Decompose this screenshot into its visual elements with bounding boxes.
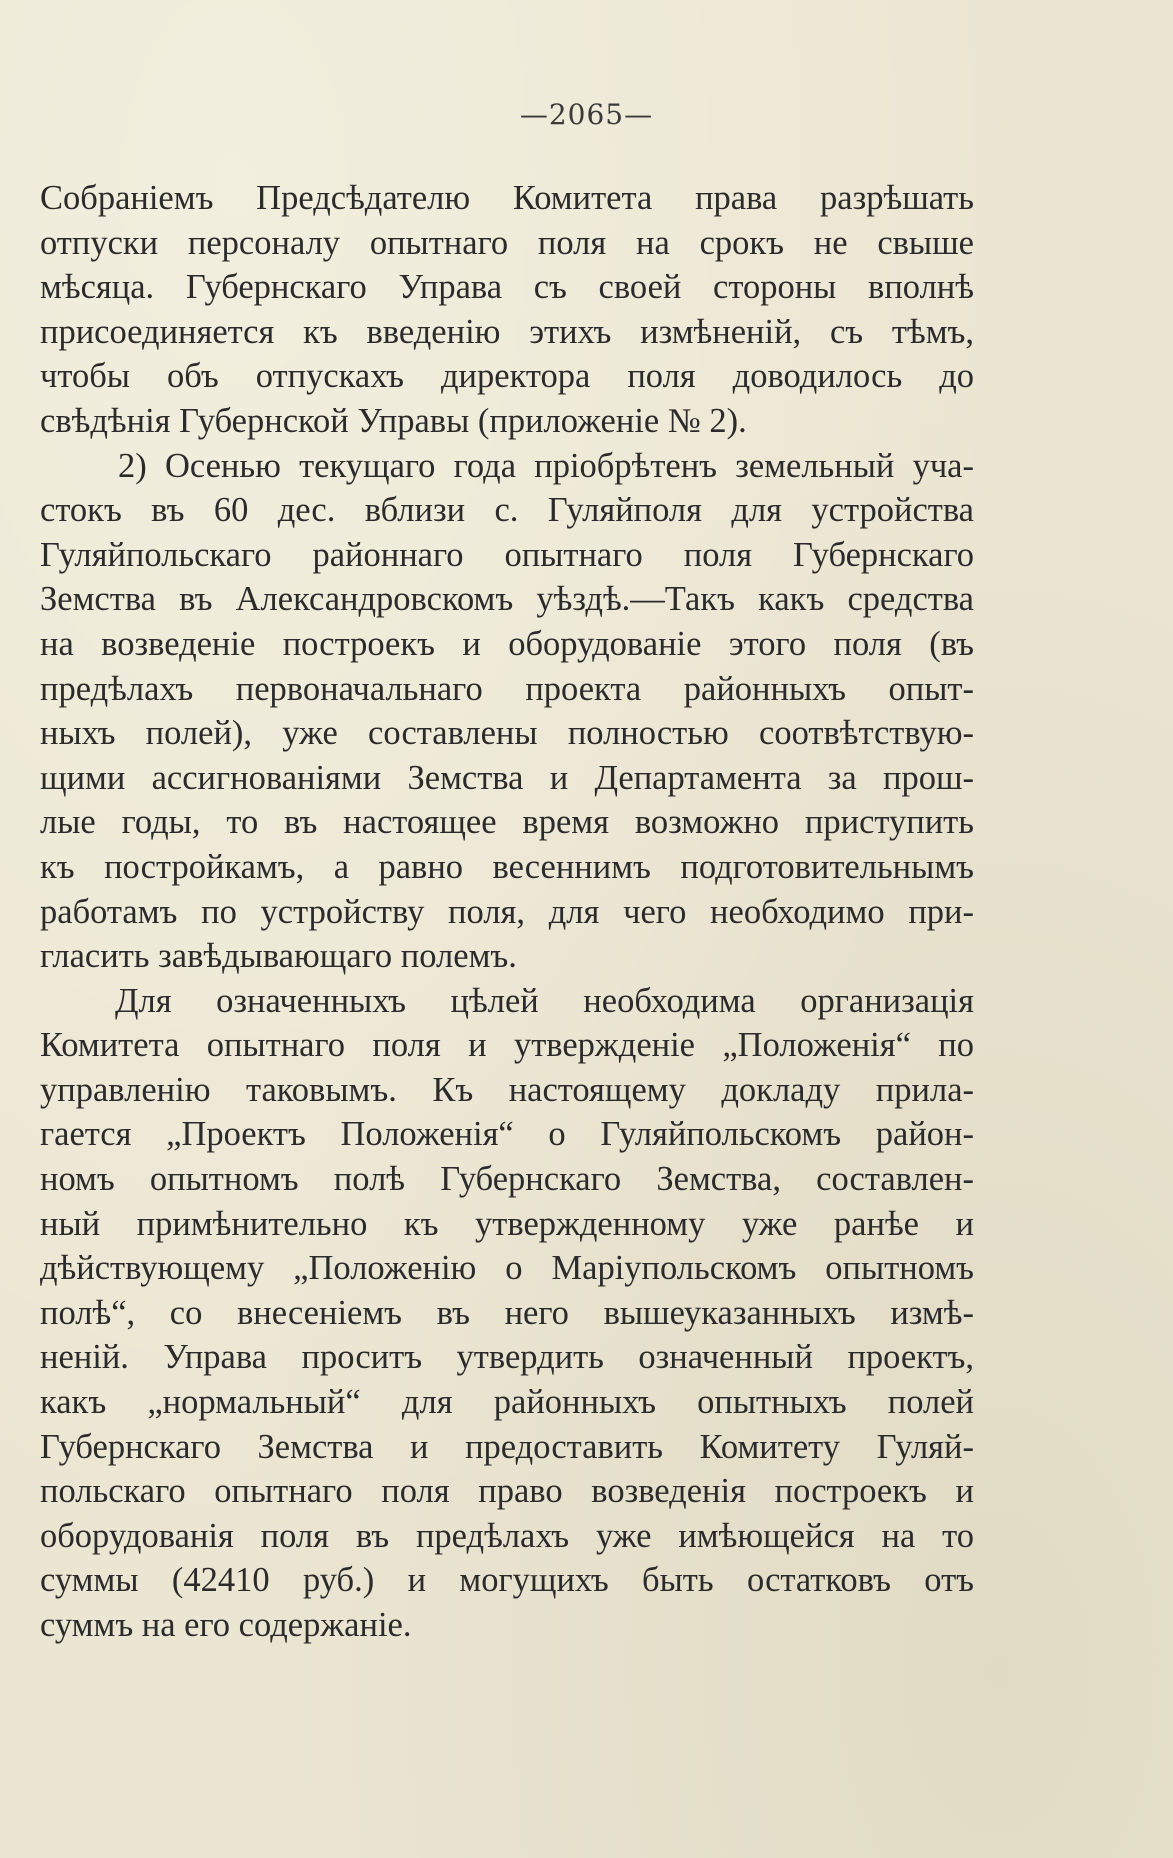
body-text: [40, 176, 974, 1648]
text-line: отпуски персоналу опытнаго поля на срокъ не свыше: [40, 223, 974, 262]
text-line: номъ опытномъ полѣ Губернскаго Земства, составлен-: [40, 1160, 974, 1199]
text-line: оборудованія поля въ предѣлахъ уже имѣющейся на то: [40, 1516, 974, 1555]
text-line: лые годы, то въ настоящее время возможно приступить: [40, 803, 974, 842]
text-line: неній. Управа проситъ утвердить означенный проектъ,: [40, 1338, 974, 1377]
text-line: предѣлахъ первоначальнаго проекта районныхъ опыт-: [40, 669, 974, 708]
text-line: Комитета опытнаго поля и утвержденіе „Положенія“ по: [40, 1026, 974, 1065]
text-line: 2) Осенью текущаго года пріобрѣтенъ земельный уча-: [118, 446, 974, 485]
text-line: суммы (42410 руб.) и могущихъ быть остатковъ отъ: [40, 1561, 974, 1600]
text-line: Собраніемъ Предсѣдателю Комитета права разрѣшать: [40, 179, 974, 217]
text-line: свѣдѣнія Губернской Управы (приложеніе № 2).: [40, 401, 747, 440]
text-line: Для означенныхъ цѣлей необходима организація: [115, 981, 974, 1020]
text-line: ныхъ полей), уже составлены полностью соотвѣтствую-: [40, 714, 974, 753]
text-line: присоединяется къ введенію этихъ измѣненій, съ тѣмъ,: [40, 312, 974, 351]
text-line: гласить завѣдывающаго полемъ.: [40, 937, 517, 976]
text-line: на возведеніе построекъ и оборудованіе этого поля (въ: [40, 624, 974, 663]
text-line: чтобы объ отпускахъ директора поля доводилось до: [40, 357, 974, 396]
text-line: мѣсяца. Губернскаго Управа съ своей стороны вполнѣ: [40, 268, 974, 307]
text-line: ный примѣнительно къ утвержденному уже ранѣе и: [40, 1204, 974, 1243]
page-number: —2065—: [519, 98, 654, 131]
text-line: Земства въ Александровскомъ уѣздѣ.—Такъ какъ средства: [40, 580, 974, 619]
text-line: гается „Проектъ Положенія“ о Гуляйпольскомъ район-: [40, 1115, 974, 1154]
text-line: дѣйствующему „Положенію о Маріупольскомъ опытномъ: [40, 1249, 974, 1288]
text-line: стокъ въ 60 дес. вблизи с. Гуляйполя для устройства: [40, 491, 974, 530]
text-line: щими ассигнованіями Земства и Департамента за прош-: [40, 758, 974, 797]
text-line: какъ „нормальный“ для районныхъ опытныхъ полей: [40, 1383, 974, 1422]
text-line: работамъ по устройству поля, для чего необходимо при-: [40, 892, 974, 931]
text-line: полѣ“, со внесеніемъ въ него вышеуказанныхъ измѣ-: [40, 1293, 974, 1332]
text-line: Губернскаго Земства и предоставить Комитету Гуляй-: [40, 1427, 974, 1466]
text-line: суммъ на его содержаніе.: [40, 1606, 412, 1644]
text-line: къ постройкамъ, а равно весеннимъ подготовительнымъ: [40, 847, 974, 886]
text-line: управленію таковымъ. Къ настоящему докладу прила-: [40, 1070, 974, 1109]
text-line: польскаго опытнаго поля право возведенія построекъ и: [40, 1472, 974, 1511]
text-line: Гуляйпольскаго районнаго опытнаго поля Губернскаго: [40, 535, 974, 574]
